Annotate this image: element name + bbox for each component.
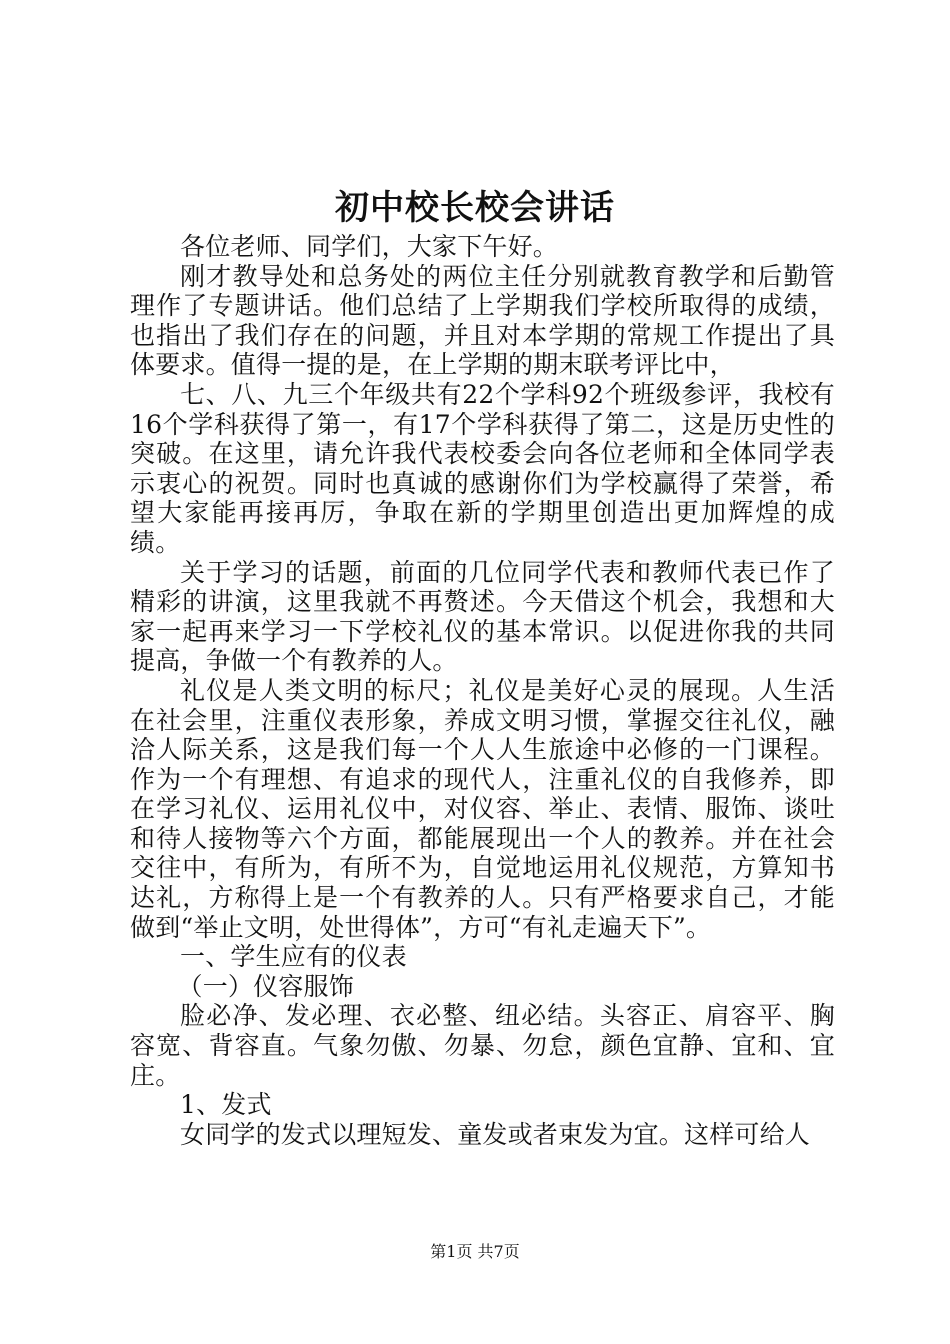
paragraph-hairstyle: 女同学的发式以理短发、童发或者束发为宜。这样可给人 — [180, 1119, 811, 1149]
paragraph-etiquette: 礼仪是人类文明的标尺；礼仪是美好心灵的展现。人生活在社会里，注重仪表形象，养成文明习惯，掌握交往礼仪，融洽人际关系，这是我们每一个人人生旅途中必修的一门课程。作为一个有理想、有追求的现代人，注重礼仪的自我修养，即在学习礼仪、运用礼仪中，对仪容、举止、表情、服饰、谈吐和待人接物等六个方面，都能展现出一个人的教养。并在社会交往中，有所为，有所不为，自觉地运用礼仪规范，方算知书达礼，方称得上是一个有教养的人。只有严格要求自己，才能做到“举止文明，处世得体”，方可“有礼走遍天下”。 — [130, 675, 835, 942]
subsection-heading-1: （一）仪容服饰 — [177, 971, 354, 1001]
document-body — [130, 232, 835, 1149]
paragraph-greeting: 各位老师、同学们，大家下午好。 — [180, 232, 559, 261]
paragraph-learning: 关于学习的话题，前面的几位同学代表和教师代表已作了精彩的讲演，这里我就不再赘述。今天借这个机会，我想和大家一起再来学习一下学校礼仪的基本常识。以促进你我的共同提高，争做一个有教养的人。 — [130, 557, 835, 676]
item-heading-hairstyle: 1、发式 — [180, 1090, 272, 1120]
document-title: 初中校长校会讲话 — [335, 188, 615, 228]
paragraph-results: 七、八、九三个年级共有22个学科92个班级参评，我校有16个学科获得了第一，有17个学科获得了第二，这是历史性的突破。在这里，请允许我代表校委会向各位老师和全体同学表示衷心的祝贺。同时也真诚的感谢你们为学校赢得了荣誉，希望大家能再接再厉，争取在新的学期里创造出更加辉煌的成绩。 — [130, 379, 835, 557]
section-heading-1: 一、学生应有的仪表 — [180, 942, 407, 972]
paragraph-appearance: 脸必净、发必理、衣必整、纽必结。头容正、肩容平、胸容宽、背容直。气象勿傲、勿暴、勿怠，颜色宜静、宜和、宜庄。 — [130, 1001, 835, 1090]
page-footer: 第1页 共7页 — [430, 1242, 520, 1261]
paragraph-intro: 刚才教导处和总务处的两位主任分别就教育教学和后勤管理作了专题讲话。他们总结了上学期我们学校所取得的成绩，也指出了我们存在的问题，并且对本学期的常规工作提出了具体要求。值得一提的是，在上学期的期末联考评比中， — [130, 261, 835, 380]
